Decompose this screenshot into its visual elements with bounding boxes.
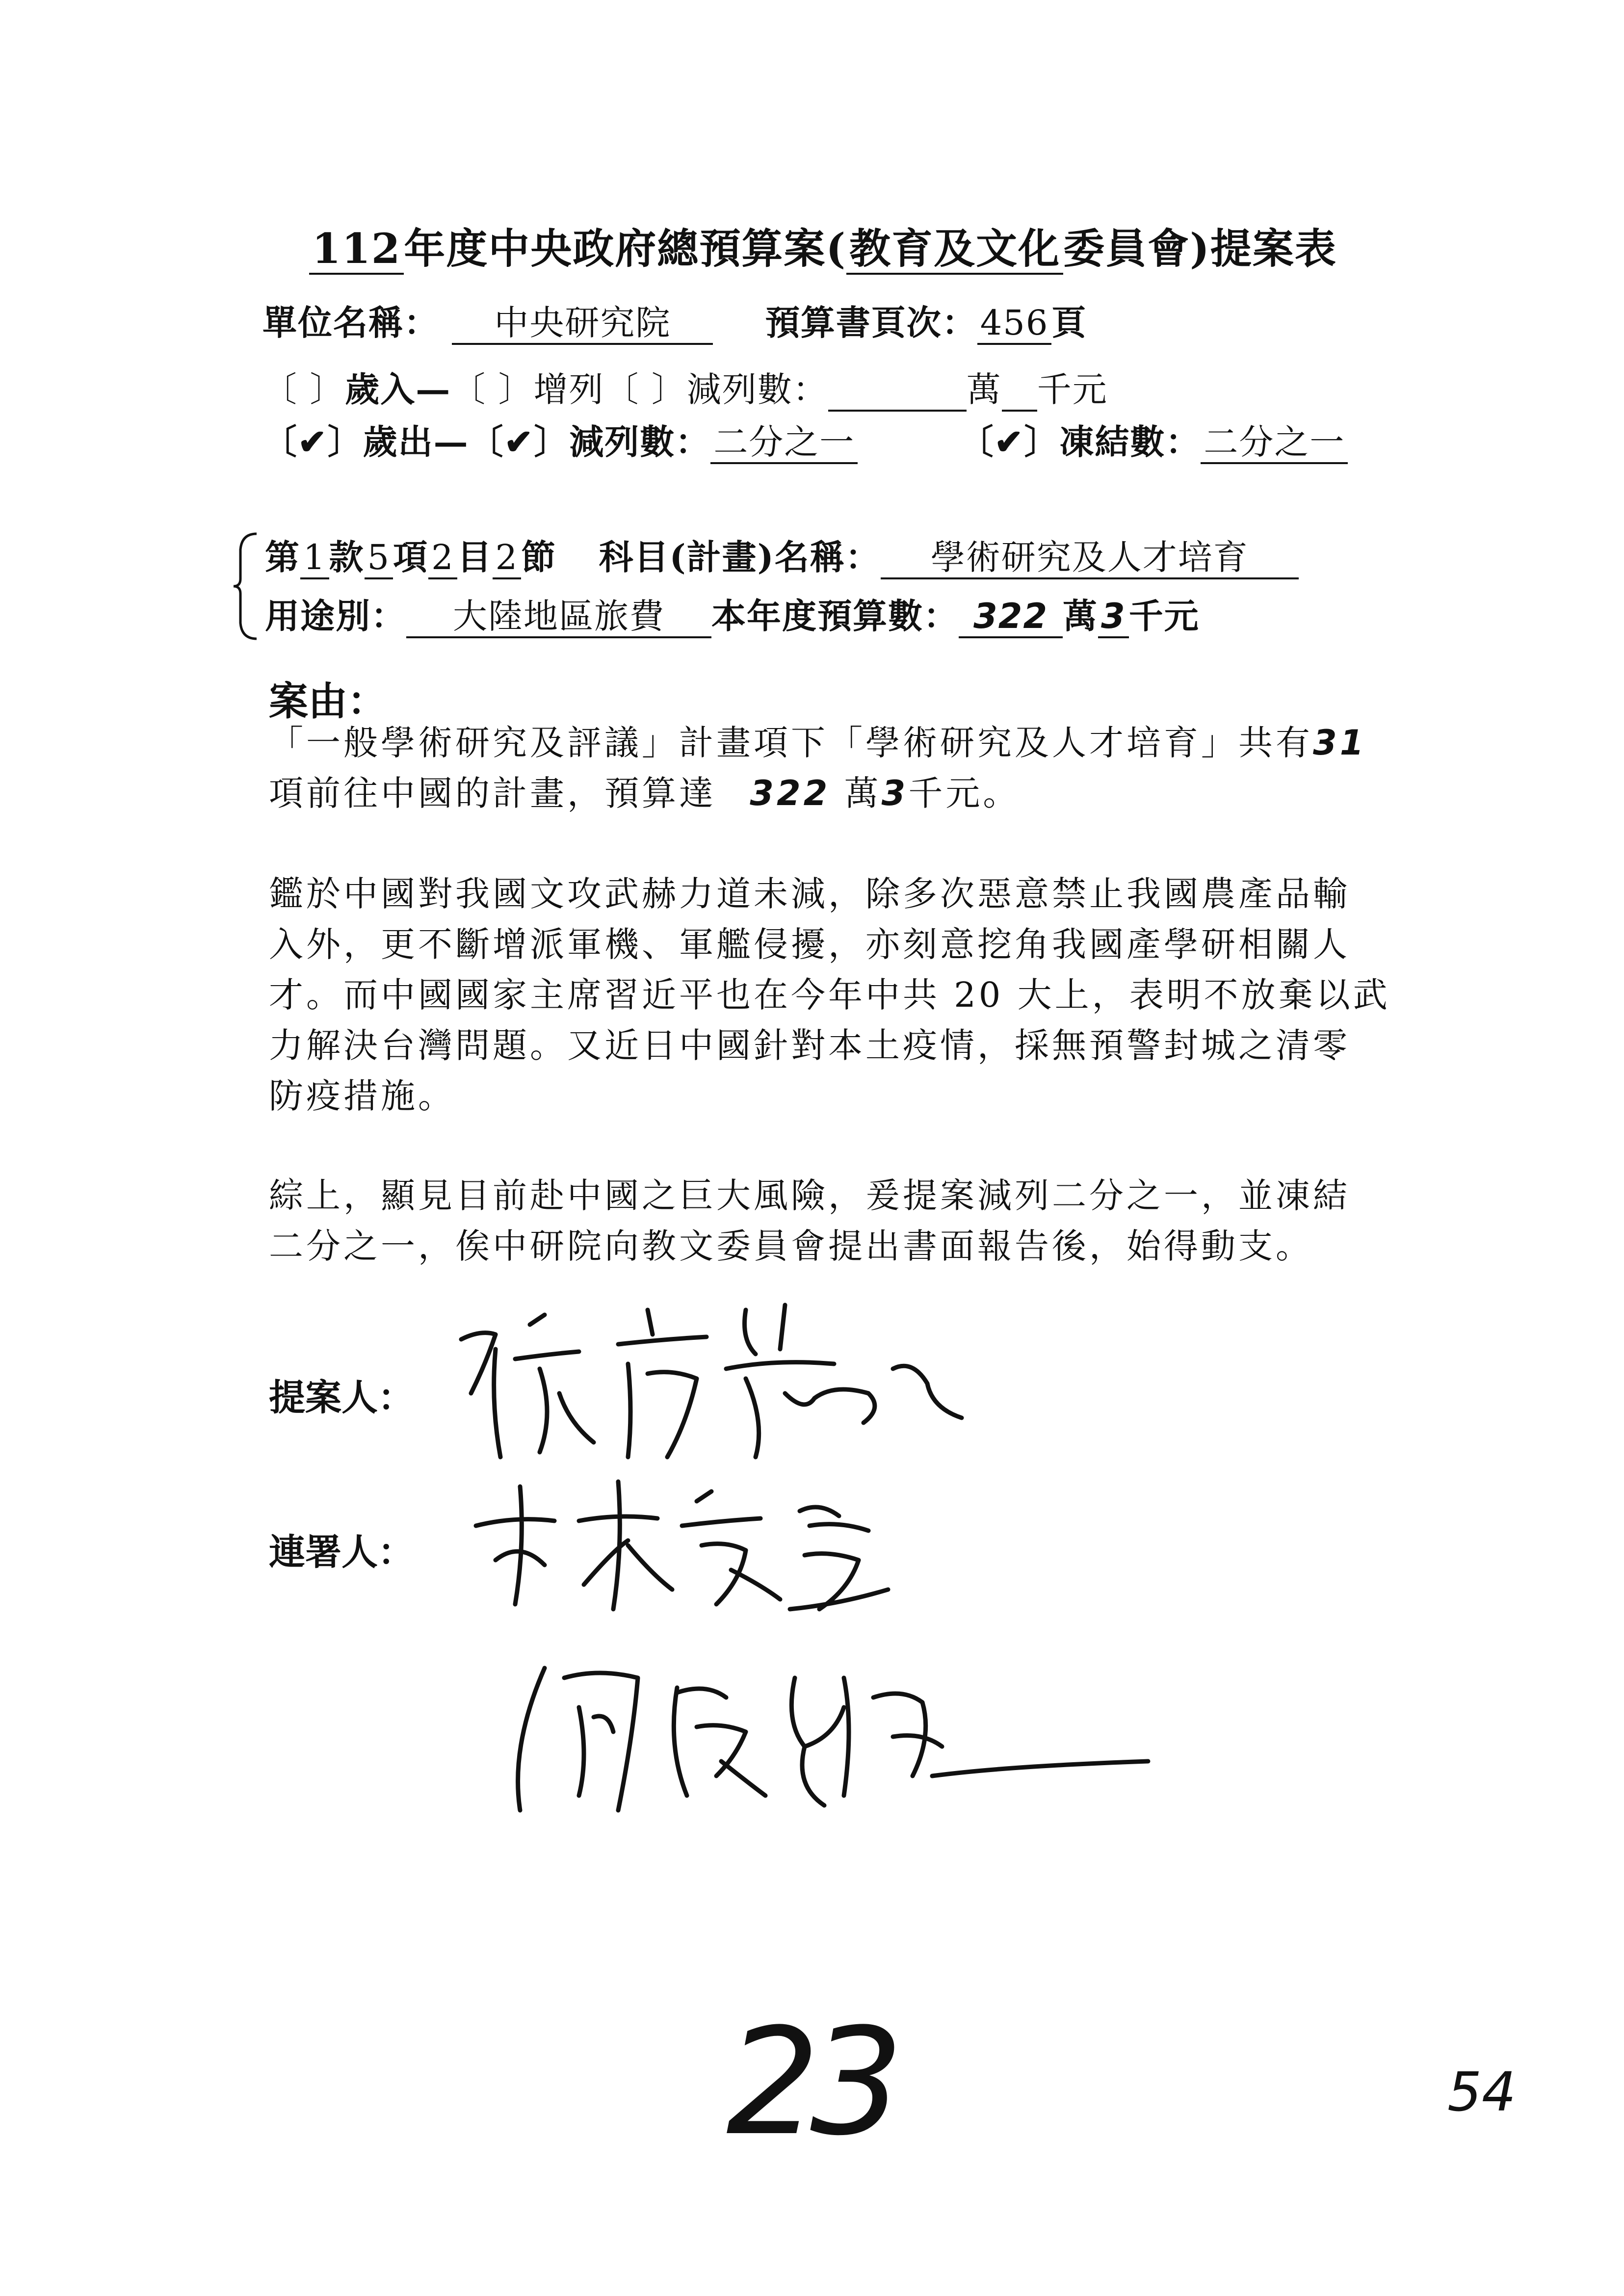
budget-qian-value: 3 [1098, 597, 1129, 638]
reason-p2-line: 力解決台灣問題。又近日中國針對本土疫情，採無預警封城之清零 [269, 1025, 1350, 1066]
decrease-label: 減列數： [686, 369, 828, 410]
budget-wan-label: 萬 [1063, 596, 1098, 636]
cosigner-signature-1 [466, 1472, 908, 1619]
reason-p1-wan: 萬 [844, 773, 882, 813]
checkbox-expenditure: 〔✔〕 [262, 421, 363, 462]
page-ref-value: 456 [977, 303, 1052, 345]
item-row [265, 530, 1299, 579]
reason-p2-line: 入外，更不斷增派軍機、軍艦侵擾，亦刻意挖角我國產學研相關人 [269, 924, 1350, 965]
cosigner-label: 連署人： [269, 1531, 414, 1573]
title-before: 年度中央政府總預算案( [404, 224, 847, 273]
checkbox-freeze: 〔✔〕 [959, 421, 1060, 462]
usage-value: 大陸地區旅費 [406, 597, 711, 638]
reason-p1-text-b: 項前往中國的計畫，預算達 [269, 773, 716, 813]
page-ref-suffix: 頁 [1051, 302, 1087, 343]
reason-p2-line: 才。而中國國家主席習近平也在今年中共 20 大上，表明不放棄以武 [269, 975, 1390, 1015]
checkbox-revenue: 〔 〕 [262, 369, 345, 410]
title-committee: 教育及文化 [846, 225, 1063, 275]
usage-row [265, 589, 1200, 638]
subject-label: 科目(計畫)名稱： [599, 537, 881, 577]
reason-p2-line: 防疫措施。 [269, 1076, 455, 1116]
handwritten-page-number: 23 [726, 1997, 894, 2168]
di-label: 第 [265, 537, 300, 577]
budget-label: 本年度預算數： [711, 596, 959, 636]
reason-p3-line: 二分之一，俟中研院向教文委員會提出書面報告後，始得動支。 [269, 1226, 1313, 1266]
mu-label: 目 [457, 537, 493, 577]
proposer-label: 提案人： [269, 1377, 414, 1419]
reason-p1-line1 [269, 717, 1366, 769]
cosigner-signature-2 [491, 1648, 1163, 1825]
cut-value: 二分之一 [710, 422, 858, 464]
revenue-label: 歲入— [345, 369, 451, 410]
checkbox-decrease: 〔 〕 [604, 369, 687, 410]
page-ref-label: 預算書頁次： [765, 302, 977, 343]
qian-label: 千元 [1037, 369, 1108, 410]
reason-p1-line2 [269, 768, 1020, 819]
expenditure-label: 歲出— [363, 421, 469, 462]
cut-label: 減列數： [569, 421, 711, 462]
blank-wan [828, 370, 967, 412]
bracket-icon [230, 530, 259, 643]
project-count: 31 [1313, 723, 1367, 763]
budget-qian-label: 千元 [1128, 596, 1200, 636]
checkbox-increase: 〔 〕 [451, 369, 534, 410]
title-after: 委員會)提案表 [1063, 224, 1337, 273]
reason-p1-text-a: 「一般學術研究及評議」計畫項下「學術研究及人才培育」共有 [269, 723, 1313, 763]
jie-label: 節 [521, 537, 557, 577]
checkbox-cut: 〔✔〕 [469, 421, 570, 462]
freeze-label: 凍結數： [1059, 421, 1201, 462]
budget-amount-wan: 322 [750, 773, 831, 813]
expenditure-row [262, 415, 1348, 464]
unit-label: 單位名稱： [262, 302, 439, 343]
usage-label: 用途別： [265, 596, 406, 636]
kuan-number: 1 [300, 538, 329, 579]
xiang-number: 5 [365, 538, 393, 579]
increase-label: 增列 [533, 369, 604, 410]
proposer-signature [442, 1295, 991, 1472]
corner-page-number: 54 [1447, 2061, 1516, 2123]
wan-label: 萬 [966, 369, 1002, 410]
reason-heading: 案由： [269, 678, 387, 724]
xiang-label: 項 [393, 537, 429, 577]
reason-p1-qian: 千元。 [908, 773, 1021, 813]
unit-value: 中央研究院 [452, 303, 713, 345]
budget-amount-qian: 3 [881, 773, 909, 813]
blank-qian [1002, 370, 1037, 412]
kuan-label: 款 [329, 537, 365, 577]
reason-p3-line: 綜上，顯見目前赴中國之巨大風險，爰提案減列二分之一，並凍結 [269, 1175, 1350, 1216]
revenue-row [262, 362, 1108, 412]
title-year: 112 [309, 225, 404, 275]
reason-p2-line: 鑑於中國對我國文攻武赫力道未減，除多次惡意禁止我國農產品輸 [269, 874, 1350, 914]
page-title [309, 216, 1337, 275]
subject-value: 學術研究及人才培育 [881, 538, 1299, 579]
budget-wan-value: 322 [959, 597, 1063, 638]
jie-number: 2 [493, 538, 522, 579]
freeze-value: 二分之一 [1201, 422, 1348, 464]
unit-row [262, 295, 1087, 345]
mu-number: 2 [428, 538, 457, 579]
